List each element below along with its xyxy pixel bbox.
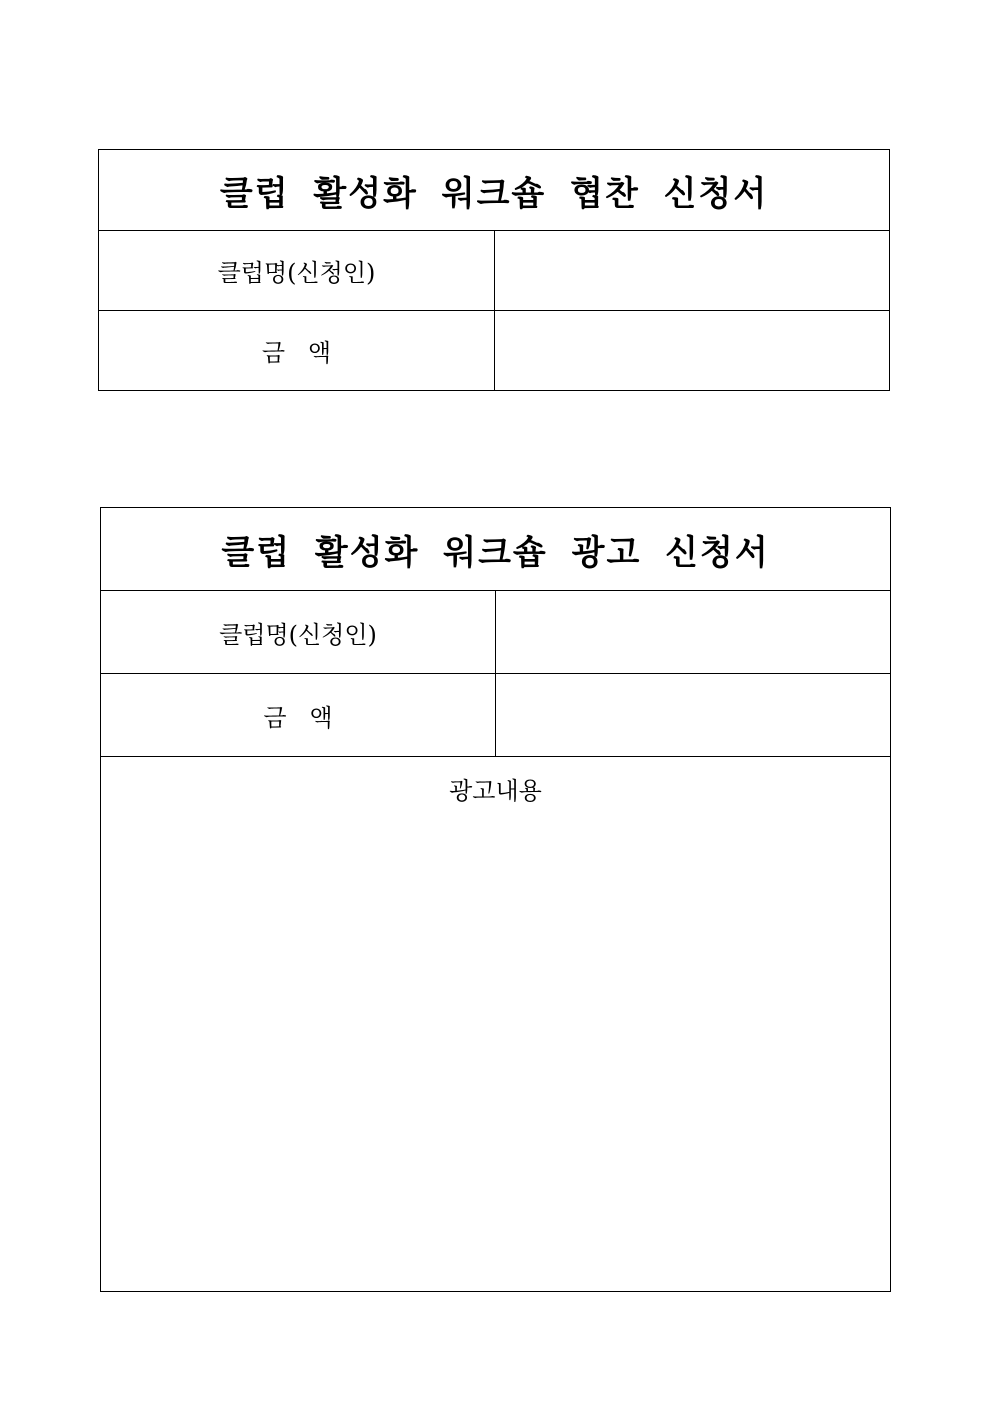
sponsorship-application-form xyxy=(98,149,890,391)
club-name-label: 클럽명(신청인) xyxy=(101,591,496,674)
amount-field[interactable] xyxy=(496,674,891,757)
amount-field[interactable] xyxy=(495,311,890,391)
club-name-field[interactable] xyxy=(495,231,890,311)
club-name-label: 클럽명(신청인) xyxy=(99,231,495,311)
amount-label: 금 액 xyxy=(99,311,495,391)
club-name-field[interactable] xyxy=(496,591,891,674)
amount-label: 금 액 xyxy=(101,674,496,757)
ad-content-area[interactable] xyxy=(101,757,891,1292)
advertisement-form-title: 클럽 활성화 워크숍 광고 신청서 xyxy=(101,508,891,591)
sponsorship-form-title: 클럽 활성화 워크숍 협찬 신청서 xyxy=(99,150,890,231)
advertisement-application-form xyxy=(100,507,891,1292)
ad-content-label: 광고내용 xyxy=(449,777,542,805)
